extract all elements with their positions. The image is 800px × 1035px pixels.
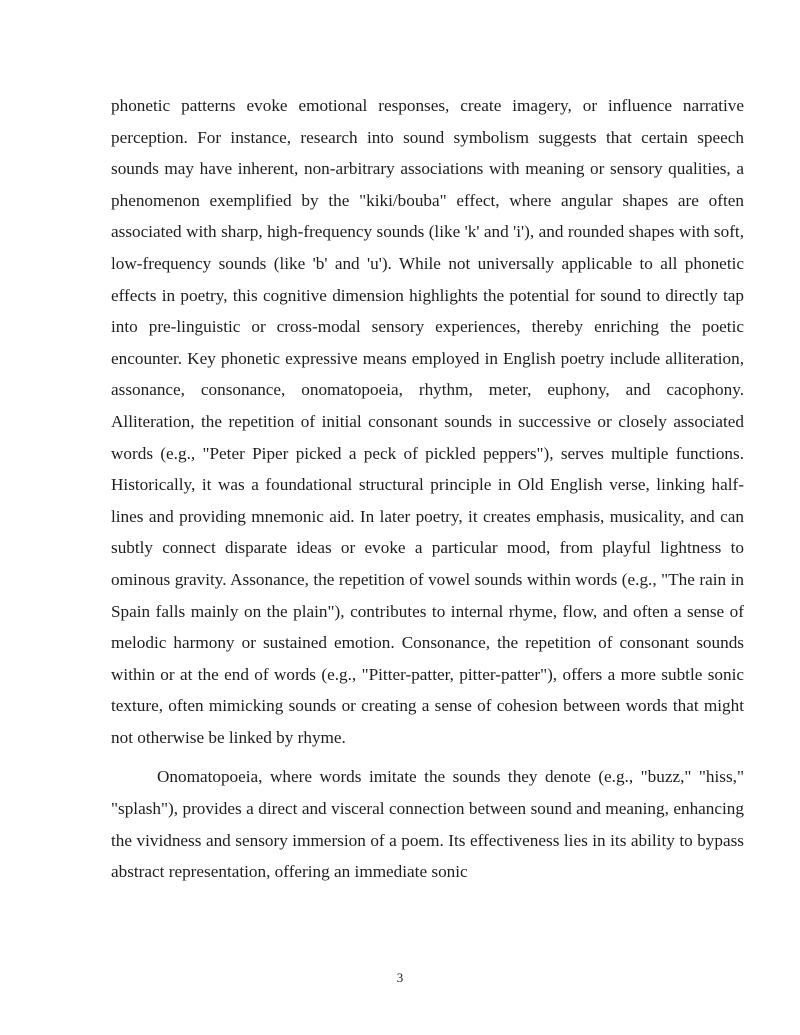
- paragraph-onomatopoeia: Onomatopoeia, where words imitate the sounds they denote (e.g., "buzz," "hiss," "splash"), provides a direct and visceral connection between sound and meaning, enhancing the vividness and sensory immersion of a poem. Its effectiveness lies in its ability to bypass abstract representation, offering an immediate sonic: [111, 767, 744, 882]
- paragraph-continued: phonetic patterns evoke emotional responses, create imagery, or influence narrative perception. For instance, research into sound symbolism suggests that certain speech sounds may have inherent, non-arbitrary associations with meaning or sensory qualities, a phenomenon exemplified by the "kiki/bouba" effect, where angular shapes are often associated with sharp, high-frequency sounds (like 'k' and 'i'), and rounded shapes with soft, low-frequency sounds (like 'b' and 'u'). While not universally applicable to all phonetic effects in poetry, this cognitive dimension highlights the potential for sound to directly tap into pre-linguistic or cross-modal sensory experiences, thereby enriching the poetic encounter. Key phonetic expressive means employed in English poetry include alliteration, assonance, consonance, onomatopoeia, rhythm, meter, euphony, and cacophony. Alliteration, the repetition of initial consonant sounds in successive or closely associated words (e.g., "Peter Piper picked a peck of pickled peppers"), serves multiple functions. Historically, it was a foundational structural principle in Old English verse, linking half-lines and providing mnemonic aid. In later poetry, it creates emphasis, musicality, and can subtly connect disparate ideas or evoke a particular mood, from playful lightness to ominous gravity. Assonance, the repetition of vowel sounds within words (e.g., "The rain in Spain falls mainly on the plain"), contributes to internal rhyme, flow, and often a sense of melodic harmony or sustained emotion. Consonance, the repetition of consonant sounds within or at the end of words (e.g., "Pitter-patter, pitter-patter"), offers a more subtle sonic texture, often mimicking sounds or creating a sense of cohesion between words that might not otherwise be linked by rhyme.: [111, 96, 744, 747]
- page-number: 3: [396, 970, 404, 985]
- body-text: [111, 90, 744, 888]
